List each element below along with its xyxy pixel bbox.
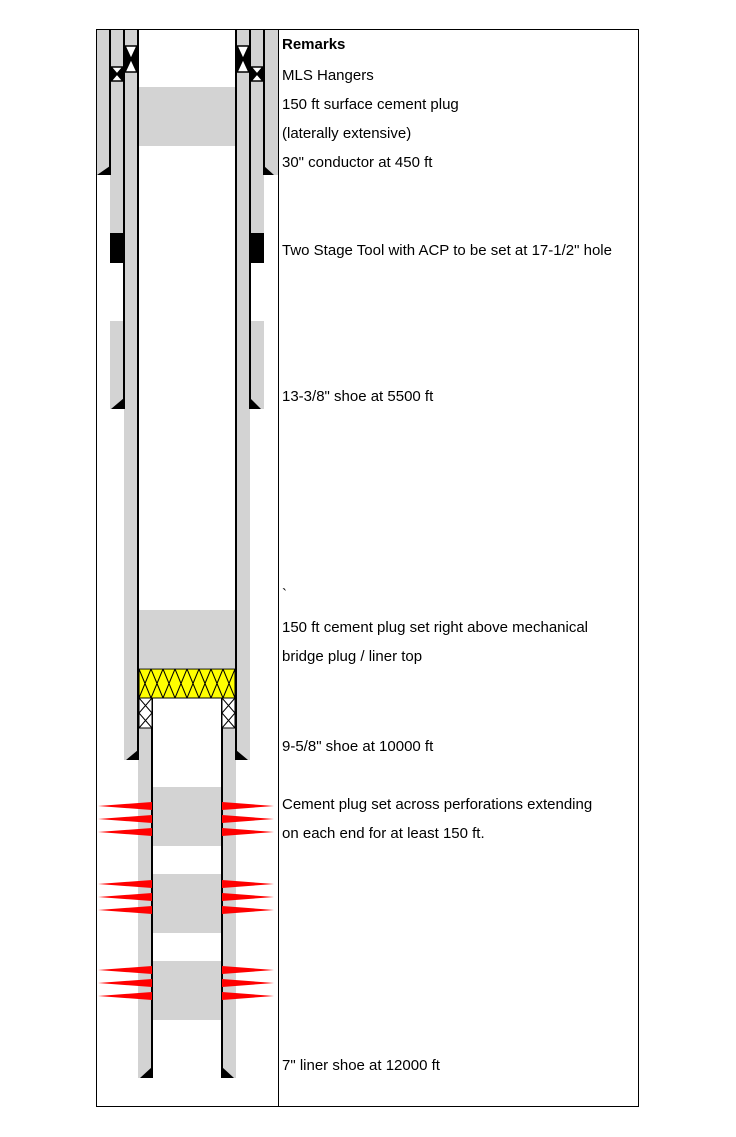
remark-bridge-plug-line1: 150 ft cement plug set right above mechanical: [282, 619, 589, 636]
remark-surface-plug: 150 ft surface cement plug: [282, 96, 459, 113]
perforation: [222, 880, 274, 888]
remark-perf-plug-line1: Cement plug set across perforations extending: [282, 796, 593, 813]
intermediate-cement-right: [236, 30, 250, 760]
perforation: [222, 802, 274, 810]
perforation: [222, 828, 274, 836]
conductor-cement-left: [97, 30, 110, 175]
perforation: [222, 815, 274, 823]
perforation: [98, 828, 152, 836]
perforation: [98, 815, 152, 823]
perforation: [222, 979, 274, 987]
two-stage-tool-right: [250, 233, 264, 263]
liner-hanger-right: [222, 698, 235, 728]
remark-9-5-8-shoe: 9-5/8" shoe at 10000 ft: [282, 738, 434, 755]
diagram-frame: [97, 30, 639, 1107]
perforation: [222, 906, 274, 914]
remark-surface-plug-note: (laterally extensive): [282, 125, 412, 142]
liner-cement-left: [138, 698, 152, 1078]
perforation: [98, 966, 152, 974]
intermediate-cement-left: [124, 30, 138, 760]
remark-two-stage-tool: Two Stage Tool with ACP to be set at 17-1/2" hole: [282, 242, 612, 259]
remark-13-3-8-shoe: 13-3/8" shoe at 5500 ft: [282, 388, 434, 405]
perforation: [222, 992, 274, 1000]
perforation: [98, 880, 152, 888]
surface-cement-upper-right: [250, 175, 264, 235]
liner-cement-right: [222, 698, 236, 1078]
remark-tick: `: [282, 586, 287, 603]
perf-cement-plug-3: [152, 961, 222, 1020]
perforation: [98, 802, 152, 810]
perforation: [222, 893, 274, 901]
remark-liner-shoe: 7" liner shoe at 12000 ft: [282, 1057, 440, 1074]
bridge-cement-plug: [138, 610, 236, 668]
perforation: [98, 893, 152, 901]
surface-cement-right: [250, 30, 264, 175]
perforation: [98, 906, 152, 914]
perforation: [98, 979, 152, 987]
surface-cement-plug: [138, 87, 236, 146]
conductor-cement-right: [265, 30, 278, 175]
remarks-title: Remarks: [282, 36, 346, 53]
liner-hanger-left: [139, 698, 152, 728]
perforation: [222, 966, 274, 974]
bridge-plug: [139, 669, 235, 728]
surface-cement-upper-left: [110, 175, 124, 235]
remark-bridge-plug-line2: bridge plug / liner top: [282, 648, 423, 665]
bridge-plug-body: [139, 669, 235, 698]
surface-cement-lower-left: [110, 321, 124, 409]
remark-mls-hangers: MLS Hangers: [282, 67, 374, 84]
two-stage-tool-left: [110, 233, 124, 263]
surface-cement-left: [110, 30, 124, 175]
perf-cement-plug-2: [152, 874, 222, 933]
remark-conductor: 30" conductor at 450 ft: [282, 154, 433, 171]
surface-cement-lower-right: [250, 321, 264, 409]
perforation: [98, 992, 152, 1000]
perf-cement-plug-1: [152, 787, 222, 846]
remark-perf-plug-line2: on each end for at least 150 ft.: [282, 825, 485, 842]
